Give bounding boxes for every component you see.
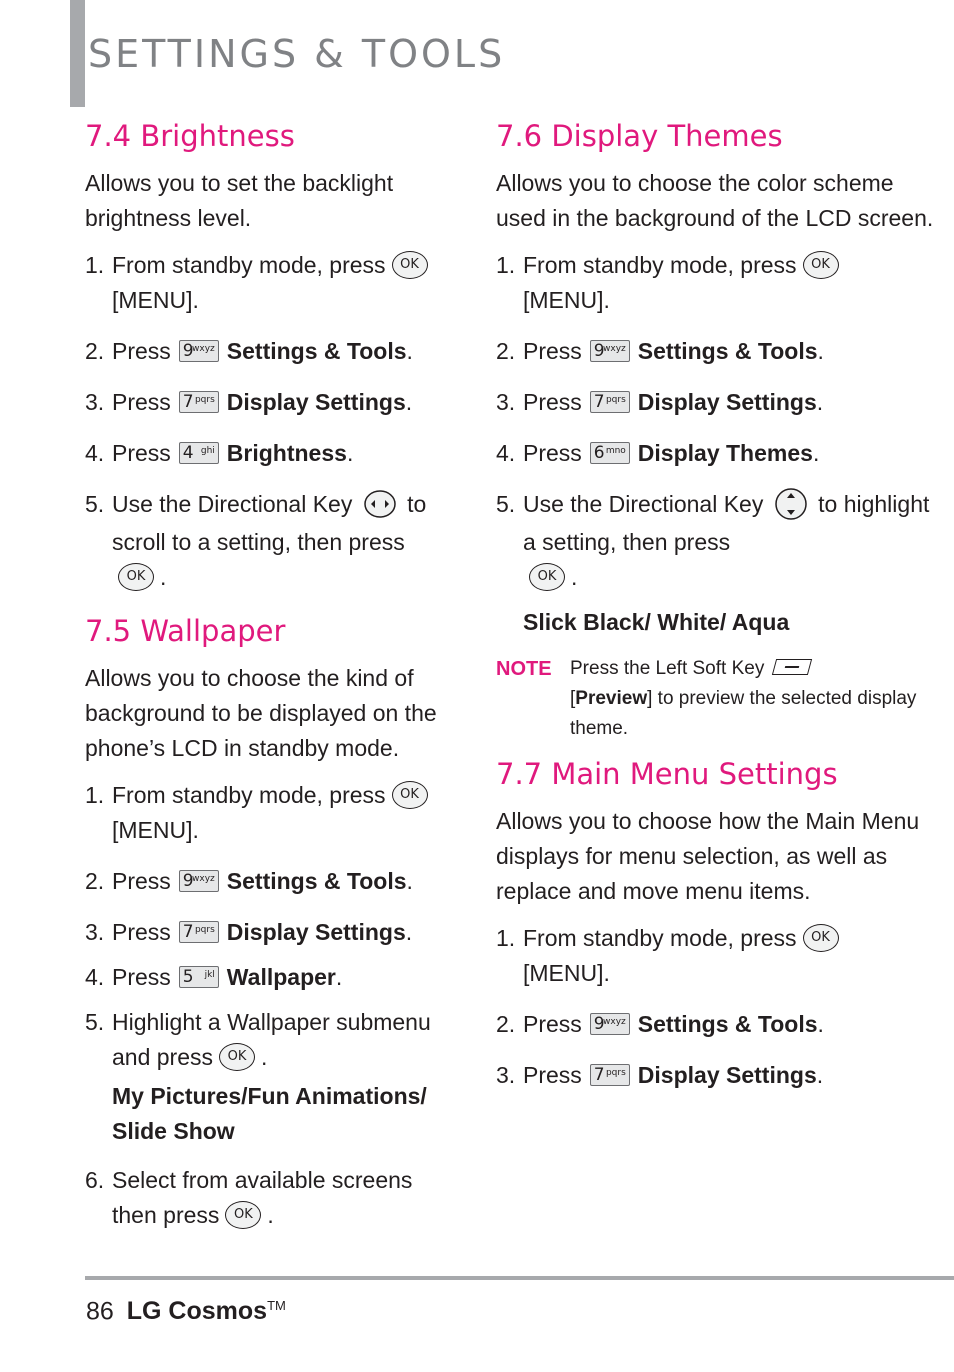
ok-key-icon: OK	[219, 1043, 255, 1071]
section-title-wallpaper: 7.5 Wallpaper	[85, 614, 286, 648]
step-list	[85, 1163, 455, 1233]
directional-key-up-down-icon	[774, 487, 808, 521]
step: 3. Press 7 pqrs Display Settings.	[85, 919, 413, 945]
step: 1. From standby mode, press OK [MENU].	[496, 921, 936, 991]
key-9-icon: 9 wxyz	[179, 870, 219, 892]
step: 1. From standby mode, press OK [MENU].	[85, 248, 455, 318]
key-7-icon: 7 pqrs	[590, 391, 630, 413]
page-footer	[86, 1290, 286, 1327]
key-7-icon: 7 pqrs	[179, 921, 219, 943]
section-intro: Allows you to set the backlight brightness level.	[85, 170, 394, 231]
trademark-mark: TM	[267, 1298, 286, 1313]
page-number: 86	[86, 1297, 114, 1326]
step: 5. Highlight a Wallpaper submenu and press OK .	[85, 1009, 431, 1070]
page-title: SETTINGS & TOOLS	[88, 32, 506, 76]
key-7-icon: 7 pqrs	[179, 391, 219, 413]
key-9-icon: 9 wxyz	[179, 340, 219, 362]
step: 2. Press 9 wxyz Settings & Tools.	[496, 1011, 824, 1037]
ok-key-icon: OK	[392, 781, 428, 809]
ok-key-icon: OK	[118, 563, 154, 591]
key-9-icon: 9 wxyz	[590, 1013, 630, 1035]
ok-key-icon: OK	[225, 1201, 261, 1229]
section-main-menu-settings	[496, 754, 936, 1093]
directional-key-left-right-icon	[363, 487, 397, 521]
step-list	[496, 248, 936, 595]
step: 2. Press 9 wxyz Settings & Tools.	[85, 338, 413, 364]
key-4-icon: 4 ghi	[179, 442, 219, 464]
section-brightness	[85, 116, 455, 595]
step: 3. Press 7 pqrs Display Settings.	[496, 1062, 824, 1088]
step: 1. From standby mode, press OK [MENU].	[85, 778, 455, 848]
step: 3. Press 7 pqrs Display Settings.	[85, 389, 413, 415]
section-title-main-menu-settings: 7.7 Main Menu Settings	[496, 757, 838, 791]
step: 2. Press 9 wxyz Settings & Tools.	[85, 868, 413, 894]
footer-divider	[85, 1276, 954, 1280]
step: 2. Press 9 wxyz Settings & Tools.	[496, 338, 824, 364]
product-name: LG Cosmos	[126, 1297, 268, 1326]
section-title-display-themes: 7.6 Display Themes	[496, 119, 783, 153]
left-soft-key-icon	[772, 659, 812, 675]
step: 1. From standby mode, press OK [MENU].	[496, 248, 936, 318]
ok-key-icon: OK	[392, 251, 428, 279]
key-5-icon: 5 jkl	[179, 966, 219, 988]
note-label: NOTE	[496, 658, 552, 680]
section-display-themes	[496, 116, 936, 744]
key-9-icon: 9 wxyz	[590, 340, 630, 362]
step: 4. Press 4 ghi Brightness.	[85, 440, 354, 466]
ok-key-icon: OK	[803, 924, 839, 952]
step: 3. Press 7 pqrs Display Settings.	[496, 389, 824, 415]
section-intro: Allows you to choose the kind of background to be displayed on the phone’s LCD in standby mode.	[85, 665, 437, 761]
section-wallpaper	[85, 611, 455, 1233]
section-intro: Allows you to choose the color scheme used in the background of the LCD screen.	[496, 170, 934, 231]
header-accent-bar	[70, 0, 85, 107]
right-column	[496, 110, 936, 1109]
step-list	[496, 921, 936, 1093]
section-intro: Allows you to choose how the Main Menu displays for menu selection, as well as replace and move menu items.	[496, 808, 920, 904]
option-list: Slick Black/ White/ Aqua	[523, 609, 790, 635]
note-box: NOTE Press the Left Soft Key [Preview] to preview the selected display theme.	[496, 654, 936, 744]
step-list	[85, 248, 455, 595]
step: 4. Press 5 jkl Wallpaper.	[85, 964, 343, 990]
step: 6. Select from available screens then press OK .	[85, 1167, 413, 1228]
key-7-icon: 7 pqrs	[590, 1064, 630, 1086]
ok-key-icon: OK	[529, 563, 565, 591]
key-6-icon: 6 mno	[590, 442, 630, 464]
option-list: My Pictures/Fun Animations/ Slide Show	[112, 1083, 427, 1144]
step: 5. Use the Directional Key to scroll to a setting, then press OK .	[85, 487, 455, 595]
ok-key-icon: OK	[803, 251, 839, 279]
section-title-brightness: 7.4 Brightness	[85, 119, 295, 153]
step: 5. Use the Directional Key to highlight a setting, then press OK .	[496, 487, 936, 595]
left-column	[85, 110, 455, 1249]
step-list	[85, 778, 455, 1075]
step: 4. Press 6 mno Display Themes.	[496, 440, 820, 466]
